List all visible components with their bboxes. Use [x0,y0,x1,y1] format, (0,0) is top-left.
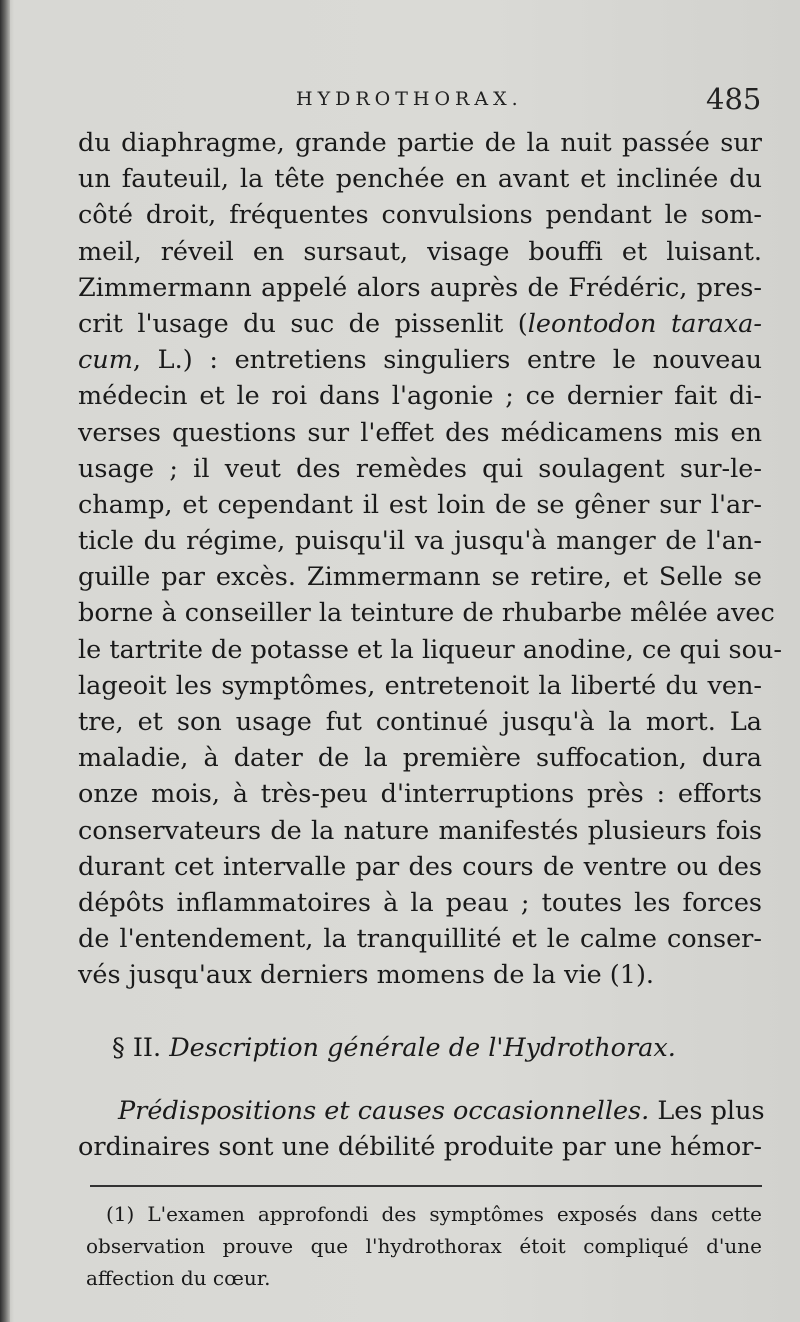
text-line: meil, réveil en sursaut, visage bouffi et luisant. [78,236,762,267]
footnote-rule [90,1185,762,1187]
text-line-mixed [78,306,762,342]
text-line-mixed [78,1093,765,1129]
section-heading [112,1030,762,1066]
page-number: 485 [706,82,762,116]
text-line: ordinaires sont une débilité produite par une hémor- [78,1132,762,1163]
text-line-mixed [78,342,762,378]
text-line: borne à conseiller la teinture de rhubarbe mêlée avec [78,598,775,629]
text-line: conservateurs de la nature manifestés plusieurs fois [78,815,762,846]
text-line: verses questions sur l'effet des médicamens mis en [78,417,762,448]
text-line: ticle du régime, puisqu'il va jusqu'à manger de l'an- [78,526,762,557]
text-line: Zimmermann appelé alors auprès de Frédéric, pres- [78,272,762,303]
text-line: le tartrite de potasse et la liqueur anodine, ce qui sou- [78,634,782,665]
text-line: champ, et cependant il est loin de se gêner sur l'ar- [78,489,762,520]
text-line: dépôts inflammatoires à la peau ; toutes les forces [78,887,762,918]
text-line: médecin et le roi dans l'agonie ; ce dernier fait di- [78,381,762,412]
section-title: Description générale de l'Hydrothorax. [169,1033,676,1063]
text-line: onze mois, à très-peu d'interruptions près : efforts [78,779,762,810]
text-line: tre, et son usage fut continué jusqu'à la mort. La [78,707,762,737]
text-line: lageoit les symptômes, entretenoit la liberté du ven- [78,670,762,701]
text-line: côté droit, fréquentes convulsions pendant le som- [78,200,762,231]
text-line: maladie, à dater de la première suffocation, dura [78,743,762,774]
latin-name: cum [78,345,133,376]
text-line: de l'entendement, la tranquillité et le calme conser- [78,924,762,955]
book-spine-shadow [0,0,10,1322]
latin-name: leontodon taraxa- [527,308,762,339]
footnote-line: observation prouve que l'hydrothorax étoit compliqué d'une [86,1234,762,1258]
text-line: guille par excès. Zimmermann se retire, et Selle se [78,562,762,593]
footnote-line: affection du cœur. [86,1266,271,1290]
text-line: usage ; il veut des remèdes qui soulagent sur-le- [78,453,762,484]
predispositions-paragraph [78,1093,765,1165]
section-number: § II. [112,1033,162,1063]
running-title: HYDROTHORAX. [296,88,523,110]
text-segment: , L.) : entretiens singuliers entre le nouveau [132,345,762,376]
text-segment: crit l'usage du suc de pissenlit ( [78,308,528,339]
main-text [78,125,782,994]
text-segment: Les plus [649,1096,765,1126]
footnote [86,1198,762,1294]
text-line: du diaphragme, grande partie de la nuit passée sur [78,128,762,158]
text-line: un fauteuil, la tête penchée en avant et inclinée du [78,164,762,195]
footnote-line: (1) L'examen approfondi des symptômes exposés dans cette [106,1202,762,1226]
text-line: durant cet intervalle par des cours de ventre ou des [78,851,762,882]
paragraph-lead: Prédispositions et causes occasionnelles. [118,1096,650,1126]
text-line: vés jusqu'aux derniers momens de la vie (1). [78,960,655,991]
page-header [0,82,800,122]
